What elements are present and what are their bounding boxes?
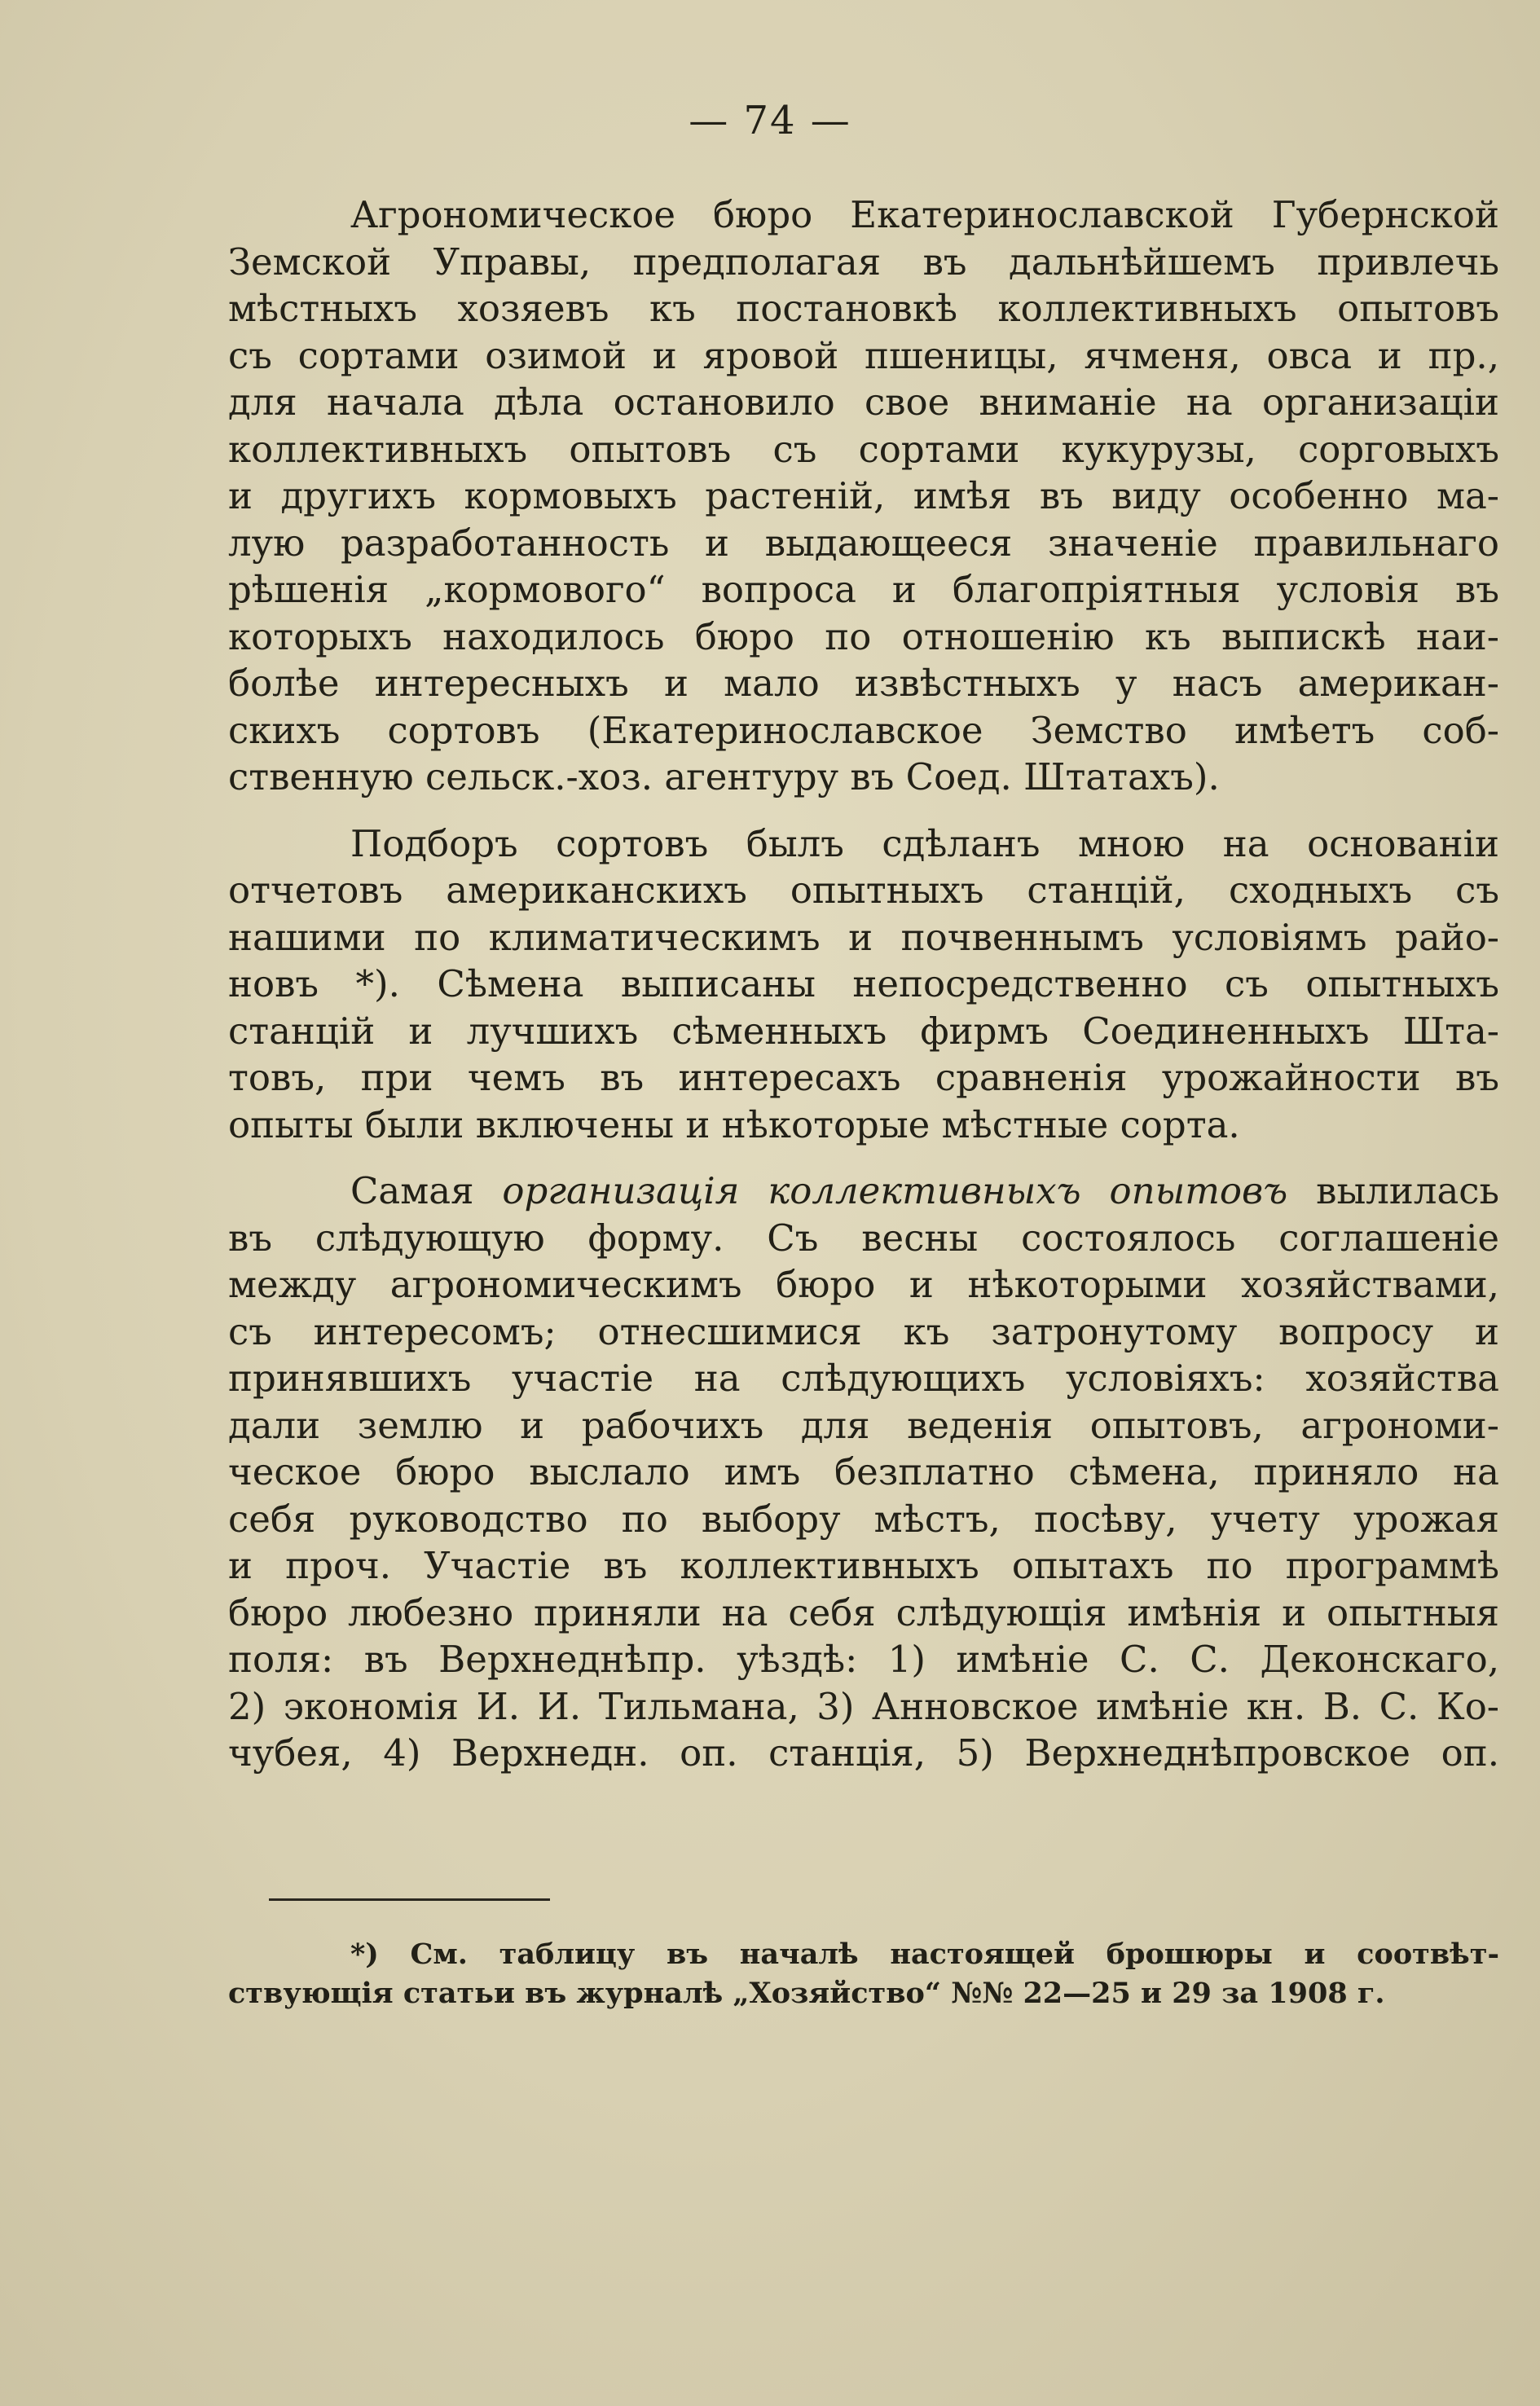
text-line: бюро любезно приняли на себя слѣдующія имѣнія и опытныя (228, 1590, 1499, 1634)
text-line: рѣшенія „кормового“ вопроса и благопріятныя условія въ (228, 568, 1499, 611)
text-line: себя руководство по выбору мѣстъ, посѣву, учету урожая (228, 1497, 1499, 1541)
text-lead: Самая (350, 1169, 503, 1212)
text-line: для начала дѣла остановило свое вниманіе на организаціи (228, 380, 1499, 424)
page-number: — 74 — (689, 98, 851, 143)
paragraph-2 (228, 820, 1499, 1149)
text-line: лую разработанность и выдающееся значеніе правильнаго (228, 521, 1499, 565)
text-line (228, 1168, 1499, 1215)
text-line: отчетовъ американскихъ опытныхъ станцій, сходныхъ съ (228, 869, 1499, 912)
main-text (228, 191, 1499, 1777)
text-line: чубея, 4) Верхнедн. оп. станція, 5) Верхнеднѣпровское оп. (228, 1731, 1499, 1775)
text-line: болѣе интересныхъ и мало извѣстныхъ у насъ американ- (228, 662, 1499, 705)
text-line: ческое бюро выслало имъ безплатно сѣмена, приняло на (228, 1450, 1499, 1493)
text-line: Агрономическое бюро Екатеринославской Губернской (350, 193, 1499, 236)
text-line: Подборъ сортовъ былъ сдѣланъ мною на основаніи (350, 821, 1499, 865)
text-line: съ интересомъ; отнесшимися къ затронутому вопросу и (228, 1309, 1499, 1353)
text-line: станцій и лучшихъ сѣменныхъ фирмъ Соединенныхъ Шта- (228, 1009, 1499, 1053)
text-line: между агрономическимъ бюро и нѣкоторыми хозяйствами, (228, 1263, 1499, 1306)
text-line: мѣстныхъ хозяевъ къ постановкѣ коллективныхъ опытовъ (228, 287, 1499, 330)
text-line: Земской Управы, предполагая въ дальнѣйшемъ привлечь (228, 240, 1499, 284)
text-line: и другихъ кормовыхъ растеній, имѣя въ виду особенно ма- (228, 474, 1499, 517)
footnote (228, 1935, 1499, 2013)
footnote-line: ствующія статьи въ журналѣ „Хозяйство“ №№ 22—25 и 29 за 1908 г. (228, 1977, 1385, 2010)
text-line: которыхъ находилось бюро по отношенію къ выпискѣ наи- (228, 614, 1499, 658)
text-line: поля: въ Верхнеднѣпр. уѣздѣ: 1) имѣніе С. С. Деконскаго, (228, 1638, 1499, 1681)
text-line: скихъ сортовъ (Екатеринославское Земство имѣетъ соб- (228, 708, 1499, 752)
text-line: опыты были включены и нѣкоторые мѣстные сорта. (228, 1102, 1240, 1146)
text-line: товъ, при чемъ въ интересахъ сравненія урожайности въ (228, 1056, 1499, 1099)
footnote-divider (269, 1898, 550, 1901)
text-line: новъ *). Сѣмена выписаны непосредственно съ опытныхъ (228, 962, 1499, 1005)
text-line: и проч. Участіе въ коллективныхъ опытахъ по программѣ (228, 1544, 1499, 1587)
paragraph-1 (228, 191, 1499, 801)
text-line: дали землю и рабочихъ для веденія опытовъ, агрономи- (228, 1403, 1499, 1447)
text-line: принявшихъ участіе на слѣдующихъ условіяхъ: хозяйства (228, 1357, 1499, 1400)
text-line: нашими по климатическимъ и почвеннымъ условіямъ райо- (228, 915, 1499, 959)
text-line: съ сортами озимой и яровой пшеницы, ячменя, овса и пр., (228, 333, 1499, 377)
text-line: ственную сельск.-хоз. агентуру въ Соед. Штатахъ). (228, 755, 1220, 798)
text-line: 2) экономія И. И. Тильмана, 3) Анновское имѣніе кн. В. С. Ко- (228, 1684, 1499, 1728)
footnote-line: *) См. таблицу въ началѣ настоящей брошюры и соотвѣт- (350, 1938, 1499, 1971)
text-line: коллективныхъ опытовъ съ сортами кукурузы, сорговыхъ (228, 427, 1499, 471)
text-line: въ слѣдующую форму. Съ весны состоялось соглашеніе (228, 1216, 1499, 1260)
emphasis-text: организація коллективныхъ опытовъ (502, 1169, 1288, 1212)
paragraph-3 (228, 1168, 1499, 1777)
text-tail: вылилась (1287, 1169, 1499, 1212)
